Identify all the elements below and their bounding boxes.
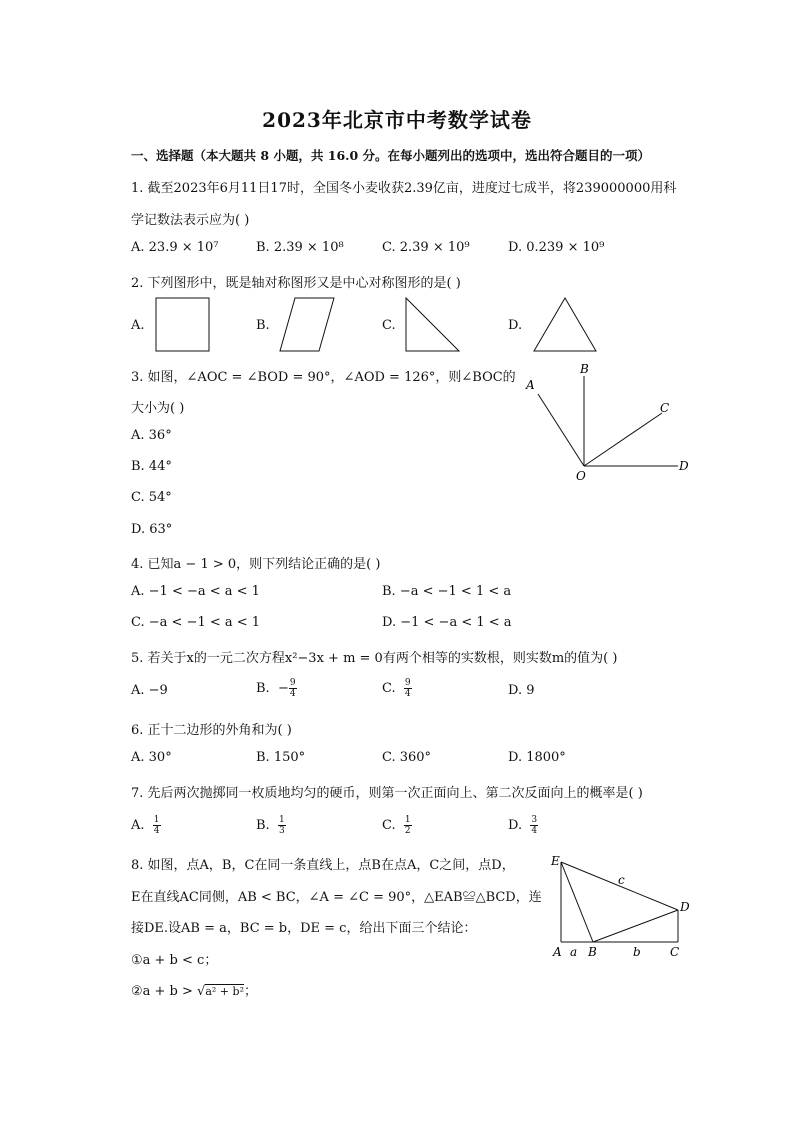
q7-option-b-fraction [278,815,286,836]
fraction-numerator: 3 [531,815,538,825]
label-d: D [680,900,690,914]
q7-option-a-fraction [153,815,161,836]
q5-option-d: D. 9 [508,683,535,698]
q4-option-b: B. −a < −1 < 1 < a [382,584,512,599]
q8-stem-line1: 8. 如图，点A，B，C在同一条直线上，点B在点A，C之间，点D， [131,858,515,873]
parallelogram-figure [279,297,337,353]
q4-option-a: A. −1 < −a < a < 1 [131,584,260,599]
q5-stem: 5. 若关于x的一元二次方程x²−3x + m = 0有两个相等的实数根，则实数m的值为( ) [131,651,618,666]
fraction-numerator: 1 [278,815,285,825]
label-o: O [576,469,586,483]
q3-option-a: A. 36° [131,428,172,443]
segment-eb [561,862,593,942]
q4-option-c: C. −a < −1 < a < 1 [131,615,261,630]
q7-stem: 7. 先后两次抛掷同一枚质地均匀的硬币，则第一次正面向上、第二次反面向上的概率是( ) [131,786,643,801]
q3-option-c: C. 54° [131,490,172,505]
label-e: E [551,854,560,868]
q7-option-c-fraction [404,815,412,836]
angle-figure [520,358,700,488]
q5-option-a: A. −9 [131,683,168,698]
q4-stem: 4. 已知a − 1 > 0，则下列结论正确的是( ) [131,557,381,572]
q3-option-b: B. 44° [131,459,172,474]
q2-option-a-label: A. [131,318,145,333]
q6-option-a: A. 30° [131,750,172,765]
label-a: A [553,945,562,959]
label-c: C [660,401,670,415]
q7-option-b [256,815,286,836]
q6-option-c: C. 360° [382,750,432,765]
q1-stem-line1: 1. 截至2023年6月11日17时，全国冬小麦收获2.39亿亩，进度过七成半，将239000000用科 [131,181,677,196]
q3-stem-line1: 3. 如图，∠AOC = ∠BOD = 90°，∠AOD = 126°，则∠BOC的 [131,370,516,385]
fraction-denominator: 2 [404,826,411,836]
q7-option-c-label: C. [382,818,396,833]
q1-stem-line2: 学记数法表示应为( ) [131,213,250,228]
q8-stem-line2: E在直线AC同侧，AB < BC，∠A = ∠C = 90°，△EAB≌△BCD，连 [131,890,542,905]
q7-option-b-label: B. [256,818,270,833]
conclusion-2-lhs: ②a + b > [131,984,198,999]
label-a-lower: a [570,945,578,959]
sqrt-radicand: a² + b² [205,985,244,998]
q7-option-c [382,815,412,836]
q1-option-d: D. 0.239 × 10⁹ [508,240,605,255]
q4-option-d: D. −1 < −a < 1 < a [382,615,512,630]
q1-option-b: B. 2.39 × 10⁸ [256,240,344,255]
q5-option-c [382,678,412,699]
congruent-triangles-figure [548,852,698,964]
fraction-denominator: 3 [278,826,285,836]
label-a: A [526,378,535,392]
page-title: 2023年北京市中考数学试卷 [262,108,532,132]
ray-oa [538,394,584,466]
sqrt-sign: √ [197,984,206,999]
q7-option-a [131,815,161,836]
section-heading: 一、选择题（本大题共 8 小题，共 16.0 分。在每小题列出的选项中，选出符合题目的一项） [131,148,651,163]
q5-option-c-fraction [404,678,412,699]
label-b: B [580,362,589,376]
q7-option-d-label: D. [508,818,523,833]
q2-option-c-label: C. [382,318,396,333]
q8-conclusion-1: ①a + b < c； [131,953,218,968]
q5-option-c-label: C. [382,681,396,696]
fraction-numerator: 1 [153,815,160,825]
segment-bd [593,910,678,942]
conclusion-2-end: ； [243,984,257,999]
q8-conclusion-2 [131,980,257,999]
fraction-numerator: 9 [404,678,411,688]
q1-option-c: C. 2.39 × 10⁹ [382,240,470,255]
q5-option-b-label: B. [256,681,270,696]
q2-stem: 2. 下列图形中，既是轴对称图形又是中心对称图形的是( ) [131,276,461,291]
q6-stem: 6. 正十二边形的外角和为( ) [131,723,292,738]
fraction-denominator: 4 [153,826,160,836]
ray-oc [584,413,662,466]
fraction-denominator: 4 [404,689,411,699]
label-d: D [679,459,689,473]
label-b-lower: b [633,945,641,959]
q5-option-b [256,678,297,699]
q5-option-b-fraction [289,678,297,699]
q7-option-d [508,815,538,836]
fraction-numerator: 9 [289,678,296,688]
q7-option-d-fraction [530,815,538,836]
label-c-lower: c [618,873,625,887]
q2-option-d-label: D. [508,318,523,333]
equilateral-triangle-figure [532,297,598,353]
square-figure [155,297,211,353]
fraction-denominator: 4 [531,826,538,836]
label-b: B [588,945,597,959]
q8-stem-line3: 接DE.设AB = a，BC = b，DE = c，给出下面三个结论： [131,921,477,936]
q3-option-d: D. 63° [131,522,173,537]
q1-option-a: A. 23.9 × 10⁷ [131,240,219,255]
q6-option-b: B. 150° [256,750,306,765]
label-c: C [670,945,680,959]
q3-stem-line2: 大小为( ) [131,401,185,416]
q2-option-b-label: B. [256,318,270,333]
q5-option-b-sign: − [277,681,289,696]
right-triangle-figure [405,297,461,353]
fraction-denominator: 4 [289,689,296,699]
q6-option-d: D. 1800° [508,750,566,765]
fraction-numerator: 1 [404,815,411,825]
q7-option-a-label: A. [131,818,145,833]
